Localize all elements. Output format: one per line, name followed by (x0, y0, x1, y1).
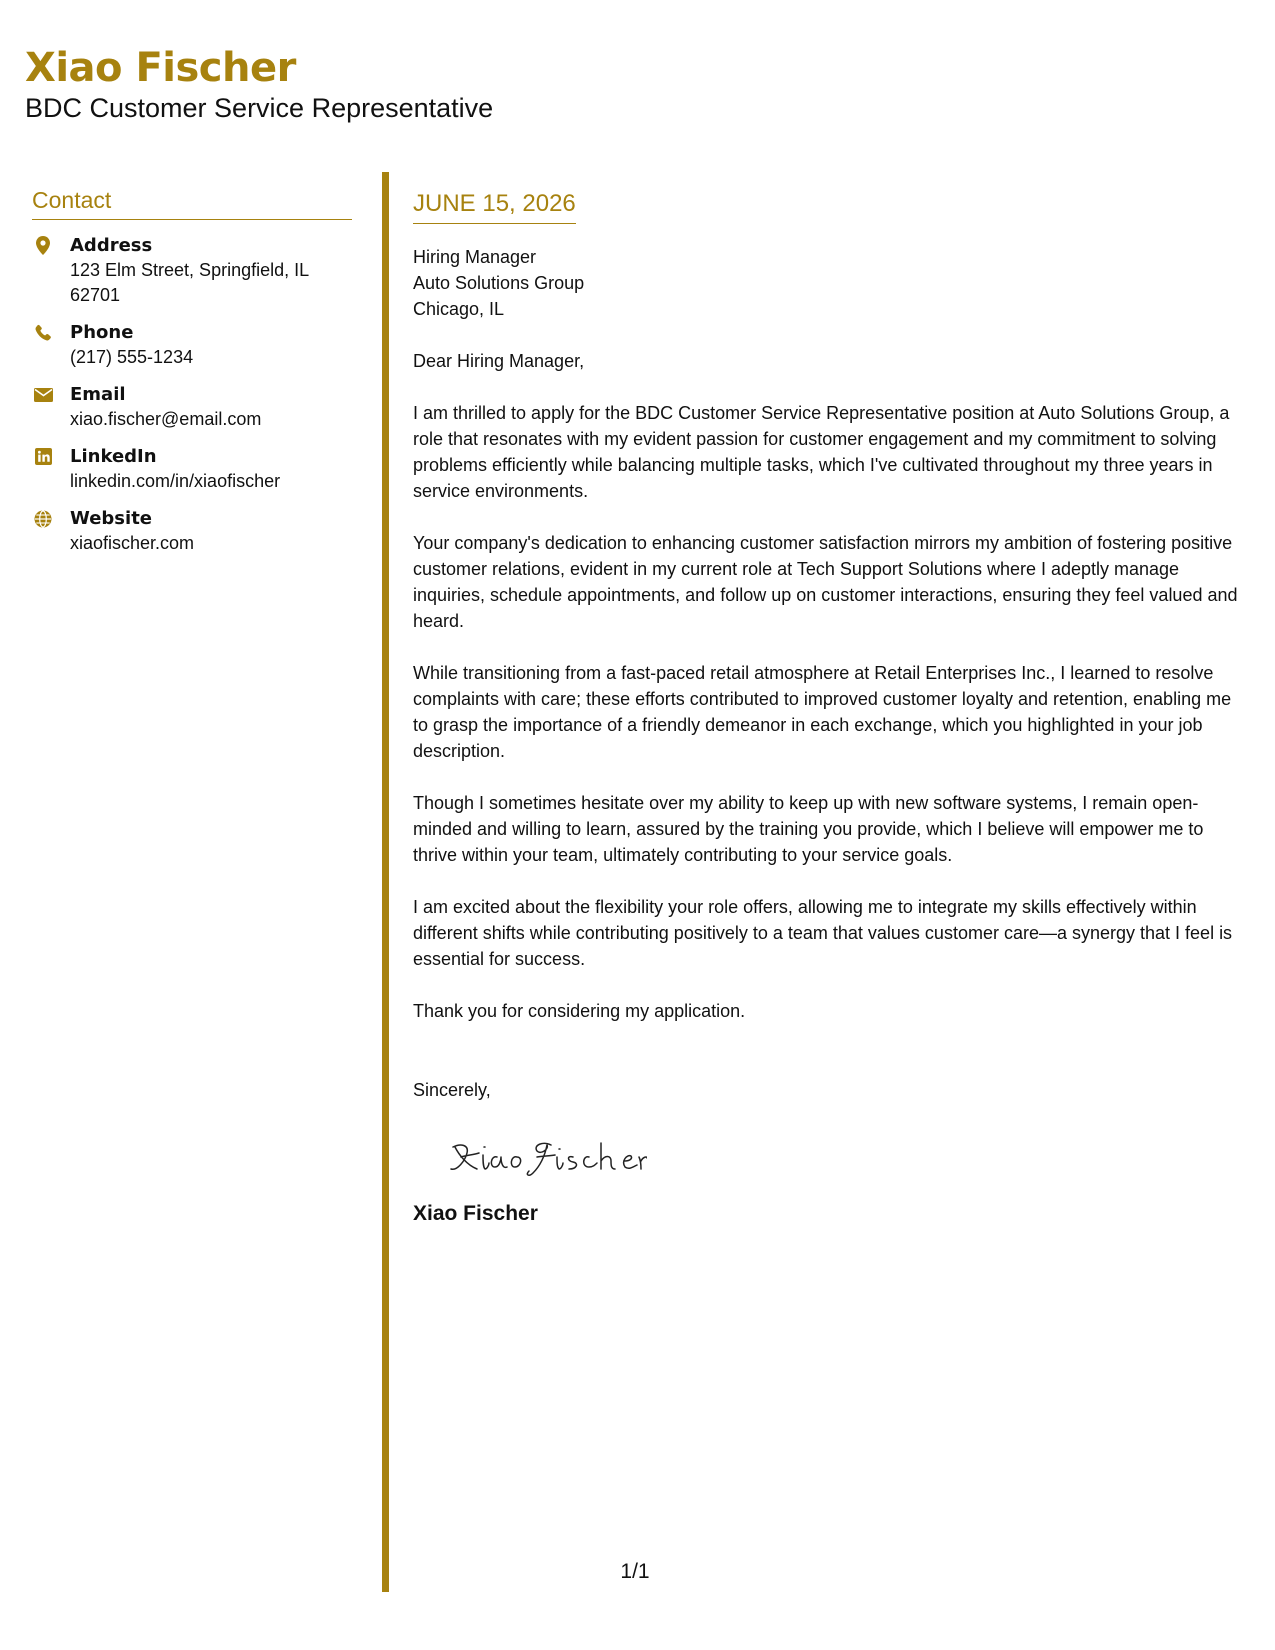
job-title: BDC Customer Service Representative (25, 93, 494, 123)
page-number: 1/1 (620, 1560, 650, 1583)
letter-paragraph: Thank you for considering my application. (413, 1000, 746, 1021)
contact-label-website: Website (70, 507, 153, 529)
recipient-block (413, 244, 1243, 322)
letter-paragraph: Though I sometimes hesitate over my ability to keep up with new software systems, I remain open-minded and willing to learn, assured by the training you provide, which I believe will empower me to thrive within your team, ultimately contributing to your service goals. (413, 792, 1204, 865)
contact-label-email: Email (70, 383, 126, 405)
envelope-icon (32, 385, 54, 405)
contact-item-address (32, 234, 352, 308)
contact-value-address: 123 Elm Street, Springfield, IL 62701 (70, 259, 309, 305)
vertical-divider (382, 172, 389, 1592)
signed-name: Xiao Fischer (413, 1201, 538, 1225)
map-pin-icon (32, 236, 54, 256)
letter-paragraph: I am excited about the flexibility your role offers, allowing me to integrate my skills effectively within different shifts while contributing positively to a team that values customer care—a synergy that I feel is essential for success. (413, 896, 1233, 969)
salutation: Dear Hiring Manager, (413, 350, 585, 371)
contact-value-website: xiaofischer.com (70, 533, 195, 554)
contact-value-linkedin: linkedin.com/in/xiaofischer (70, 471, 281, 492)
recipient-line: Chicago, IL (413, 298, 505, 319)
contact-label-linkedin: LinkedIn (70, 445, 157, 467)
recipient-line: Hiring Manager (413, 246, 537, 267)
letter-paragraph: Your company's dedication to enhancing customer satisfaction mirrors my ambition of fostering positive customer relations, evident in my current role at Tech Support Solutions where I adeptly manage inquiries, schedule appointments, and follow up on customer interactions, ensuring they feel valued and heard. (413, 532, 1238, 631)
letter-date: JUNE 15, 2026 (413, 190, 576, 224)
contact-value-phone: (217) 555-1234 (70, 346, 194, 367)
contact-heading: Contact (32, 187, 352, 220)
closing: Sincerely, (413, 1079, 491, 1100)
phone-icon (32, 323, 54, 343)
letter-paragraph: I am thrilled to apply for the BDC Customer Service Representative position at Auto Solutions Group, a role that resonates with my evident passion for customer engagement and my commitment to solving problems efficiently while balancing multiple tasks, which I've cultivated throughout my three years in service environments. (413, 402, 1230, 501)
globe-icon (32, 509, 54, 529)
letter-header (25, 45, 925, 124)
letter-paragraph: While transitioning from a fast-paced retail atmosphere at Retail Enterprises Inc., I learned to resolve complaints with care; these efforts contributed to improved customer loyalty and retention, enabling me to grasp the importance of a friendly demeanor in each exchange, which you highlighted in your job description. (413, 662, 1232, 761)
contact-item-linkedin (32, 445, 352, 494)
contact-label-phone: Phone (70, 321, 134, 343)
letter-body (413, 190, 1243, 1227)
contact-item-website (32, 507, 352, 556)
applicant-name: Xiao Fischer (25, 45, 296, 91)
handwritten-signature (447, 1125, 1243, 1181)
contact-sidebar (32, 187, 352, 569)
recipient-line: Auto Solutions Group (413, 272, 585, 293)
linkedin-icon (32, 447, 54, 467)
contact-item-phone (32, 321, 352, 370)
contact-label-address: Address (70, 234, 153, 256)
contact-item-email (32, 383, 352, 432)
contact-value-email: xiao.fischer@email.com (70, 408, 262, 429)
